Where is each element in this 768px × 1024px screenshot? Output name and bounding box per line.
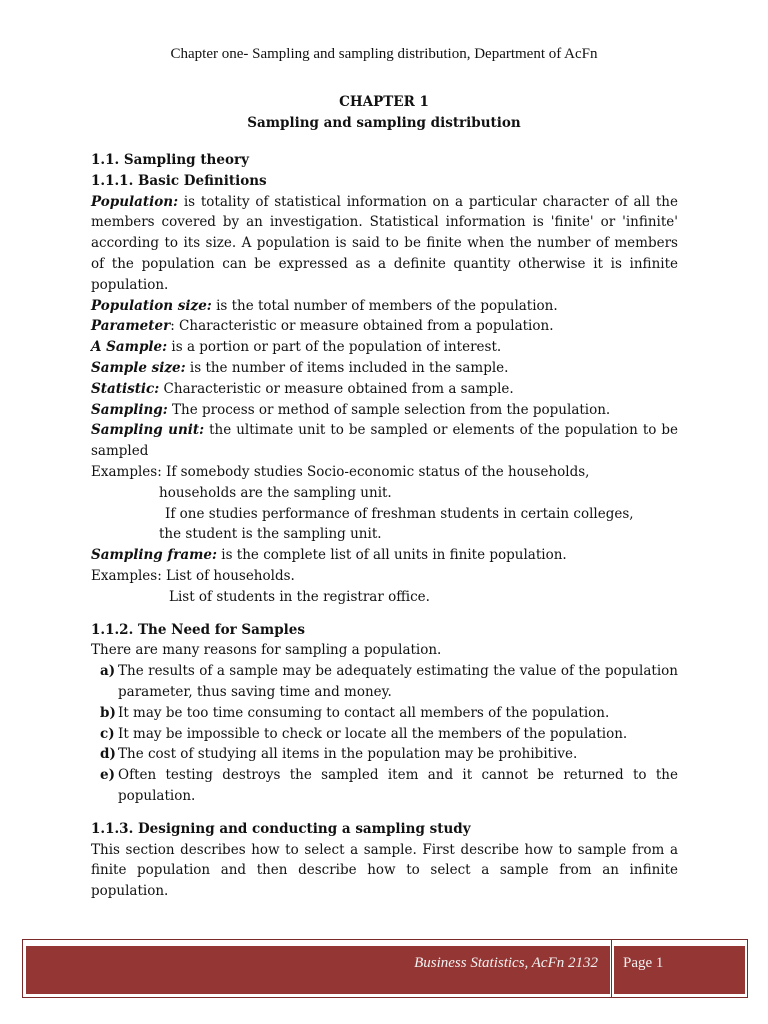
chapter-number: CHAPTER 1 <box>339 94 429 110</box>
example-line: List of students in the registrar office. <box>169 588 430 605</box>
list-item <box>91 661 678 703</box>
list-label: d) <box>100 746 116 763</box>
definition-sampling <box>91 400 678 421</box>
term: Sampling unit: <box>91 422 205 439</box>
list-label: e) <box>100 767 115 784</box>
term: Sample size: <box>91 359 186 376</box>
document-body <box>91 150 678 902</box>
term: Statistic: <box>91 380 160 397</box>
definition-text: is a portion or part of the population of interest. <box>167 339 502 356</box>
list-label: b) <box>100 704 116 721</box>
definition-text: is the complete list of all units in finite population. <box>216 547 567 564</box>
list-item <box>91 744 678 765</box>
example-line: Examples: List of households. <box>91 567 295 584</box>
list-item <box>91 724 678 745</box>
list-text: It may be too time consuming to contact all members of the population. <box>118 704 610 721</box>
list-label: a) <box>100 663 116 680</box>
term: Sampling: <box>91 401 168 418</box>
definition-sample-size <box>91 358 678 379</box>
definition-text: is the number of items included in the sample. <box>185 359 509 376</box>
list-item <box>91 703 678 724</box>
list-label: c) <box>100 725 115 742</box>
definition-sampling-frame <box>91 545 678 566</box>
list-item <box>91 765 678 807</box>
footer-divider <box>611 940 612 997</box>
definition-text: is the total number of members of the population. <box>211 297 558 314</box>
definition-population-size <box>91 296 678 317</box>
subsection-heading: 1.1.3. Designing and conducting a sampling study <box>91 820 471 837</box>
paragraph: There are many reasons for sampling a population. <box>91 642 442 659</box>
subsection-heading: 1.1.1. Basic Definitions <box>91 172 267 189</box>
paragraph: This section describes how to select a sample. First describe how to sample from a finite population and then describe how to select a sample from an infinite population. <box>91 841 678 900</box>
list-text: The cost of studying all items in the population may be prohibitive. <box>118 746 578 763</box>
example-line: If one studies performance of freshman students in certain colleges, <box>165 505 634 522</box>
term: Sampling frame: <box>91 547 217 564</box>
definition-text: is totality of statistical information on a particular character of all the members covered by an investigation. Statistical information is 'finite' or 'infinite' according to its size. A population is said to be finite when the number of members of the population can be expressed as a definite quantity otherwise it is infinite population. <box>91 193 678 293</box>
definition-text: : Characteristic or measure obtained from a population. <box>170 318 554 335</box>
term: Population size: <box>91 297 212 314</box>
list-text: It may be impossible to check or locate all the members of the population. <box>118 725 628 742</box>
definition-statistic <box>91 379 678 400</box>
list-text: Often testing destroys the sampled item and it cannot be returned to the population. <box>118 767 678 804</box>
term: Population: <box>91 193 179 210</box>
definition-sample <box>91 337 678 358</box>
chapter-heading <box>0 92 768 134</box>
section-heading: 1.1. Sampling theory <box>91 152 249 168</box>
term: Parameter <box>91 318 171 335</box>
example-line: Examples: If somebody studies Socio-economic status of the households, <box>91 463 590 480</box>
list-text: The results of a sample may be adequately estimating the value of the population parameter, thus saving time and money. <box>118 663 678 700</box>
chapter-title: Sampling and sampling distribution <box>247 115 521 131</box>
footer-course: Business Statistics, AcFn 2132 <box>26 946 610 994</box>
definition-text: Characteristic or measure obtained from a sample. <box>159 380 514 397</box>
example-line: households are the sampling unit. <box>159 484 392 501</box>
definition-population <box>91 192 678 296</box>
definition-sampling-unit <box>91 420 678 462</box>
definition-parameter <box>91 316 678 337</box>
term: A Sample: <box>91 339 168 356</box>
example-line: the student is the sampling unit. <box>159 526 382 543</box>
running-header: Chapter one- Sampling and sampling distribution, Department of AcFn <box>170 46 598 62</box>
definition-text: The process or method of sample selection from the population. <box>167 401 611 418</box>
definition-text: the ultimate unit to be sampled or elements of the population to be sampled <box>91 422 678 460</box>
subsection-heading: 1.1.2. The Need for Samples <box>91 621 305 638</box>
footer-page-number: Page 1 <box>614 946 745 994</box>
